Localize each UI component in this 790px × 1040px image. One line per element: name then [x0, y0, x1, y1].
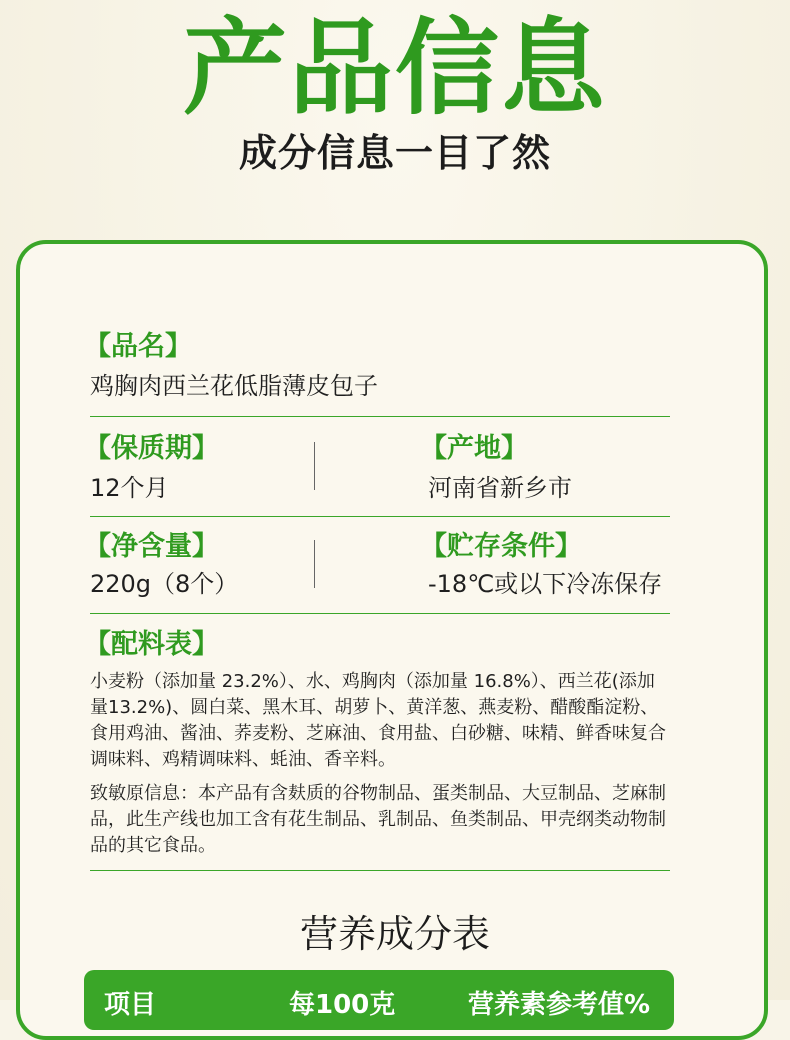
nutrition-col-nrv: 营养素参考值% [468, 990, 651, 1020]
shelf-life-label: 【保质期】 [84, 433, 219, 464]
storage-label: 【贮存条件】 [420, 531, 582, 562]
ingredients-text: 小麦粉（添加量 23.2%）、水、鸡胸肉（添加量 16.8%）、西兰花(添加量13.2%)、圆白菜、黑木耳、胡萝卜、黄洋葱、燕麦粉、醋酸酯淀粉、食用鸡油、酱油、荞麦粉、芝麻油、食用盐、白砂糖、味精、鲜香味复合调味料、鸡精调味料、蚝油、香辛料。 [90, 671, 666, 770]
divider [90, 613, 670, 614]
product-name-label: 【品名】 [84, 331, 192, 362]
net-content-value: 220g（8个） [90, 570, 239, 598]
page-subtitle: 成分信息一目了然 [238, 131, 551, 175]
origin-label: 【产地】 [420, 433, 528, 464]
nutrition-col-item: 项目 [104, 990, 157, 1020]
nutrition-title: 营养成分表 [299, 912, 490, 956]
nutrition-col-per100: 每100克 [289, 990, 396, 1020]
column-separator [314, 540, 315, 588]
allergen-text: 致敏原信息：本产品有含麸质的谷物制品、蛋类制品、大豆制品、芝麻制品，此生产线也加工含有花生制品、乳制品、鱼类制品、甲壳纲类动物制品的其它食品。 [90, 783, 666, 856]
column-separator [314, 442, 315, 490]
shelf-life-value: 12个月 [90, 474, 169, 502]
divider [90, 516, 670, 517]
divider [90, 870, 670, 871]
storage-value: -18℃或以下冷冻保存 [428, 570, 663, 598]
page-title: 产品信息 [182, 7, 607, 129]
net-content-label: 【净含量】 [84, 531, 219, 562]
ingredients-label: 【配料表】 [84, 629, 219, 660]
origin-value: 河南省新乡市 [428, 474, 572, 502]
product-name-value: 鸡胸肉西兰花低脂薄皮包子 [90, 372, 378, 400]
divider [90, 416, 670, 417]
nutrition-table-header [84, 970, 674, 1030]
